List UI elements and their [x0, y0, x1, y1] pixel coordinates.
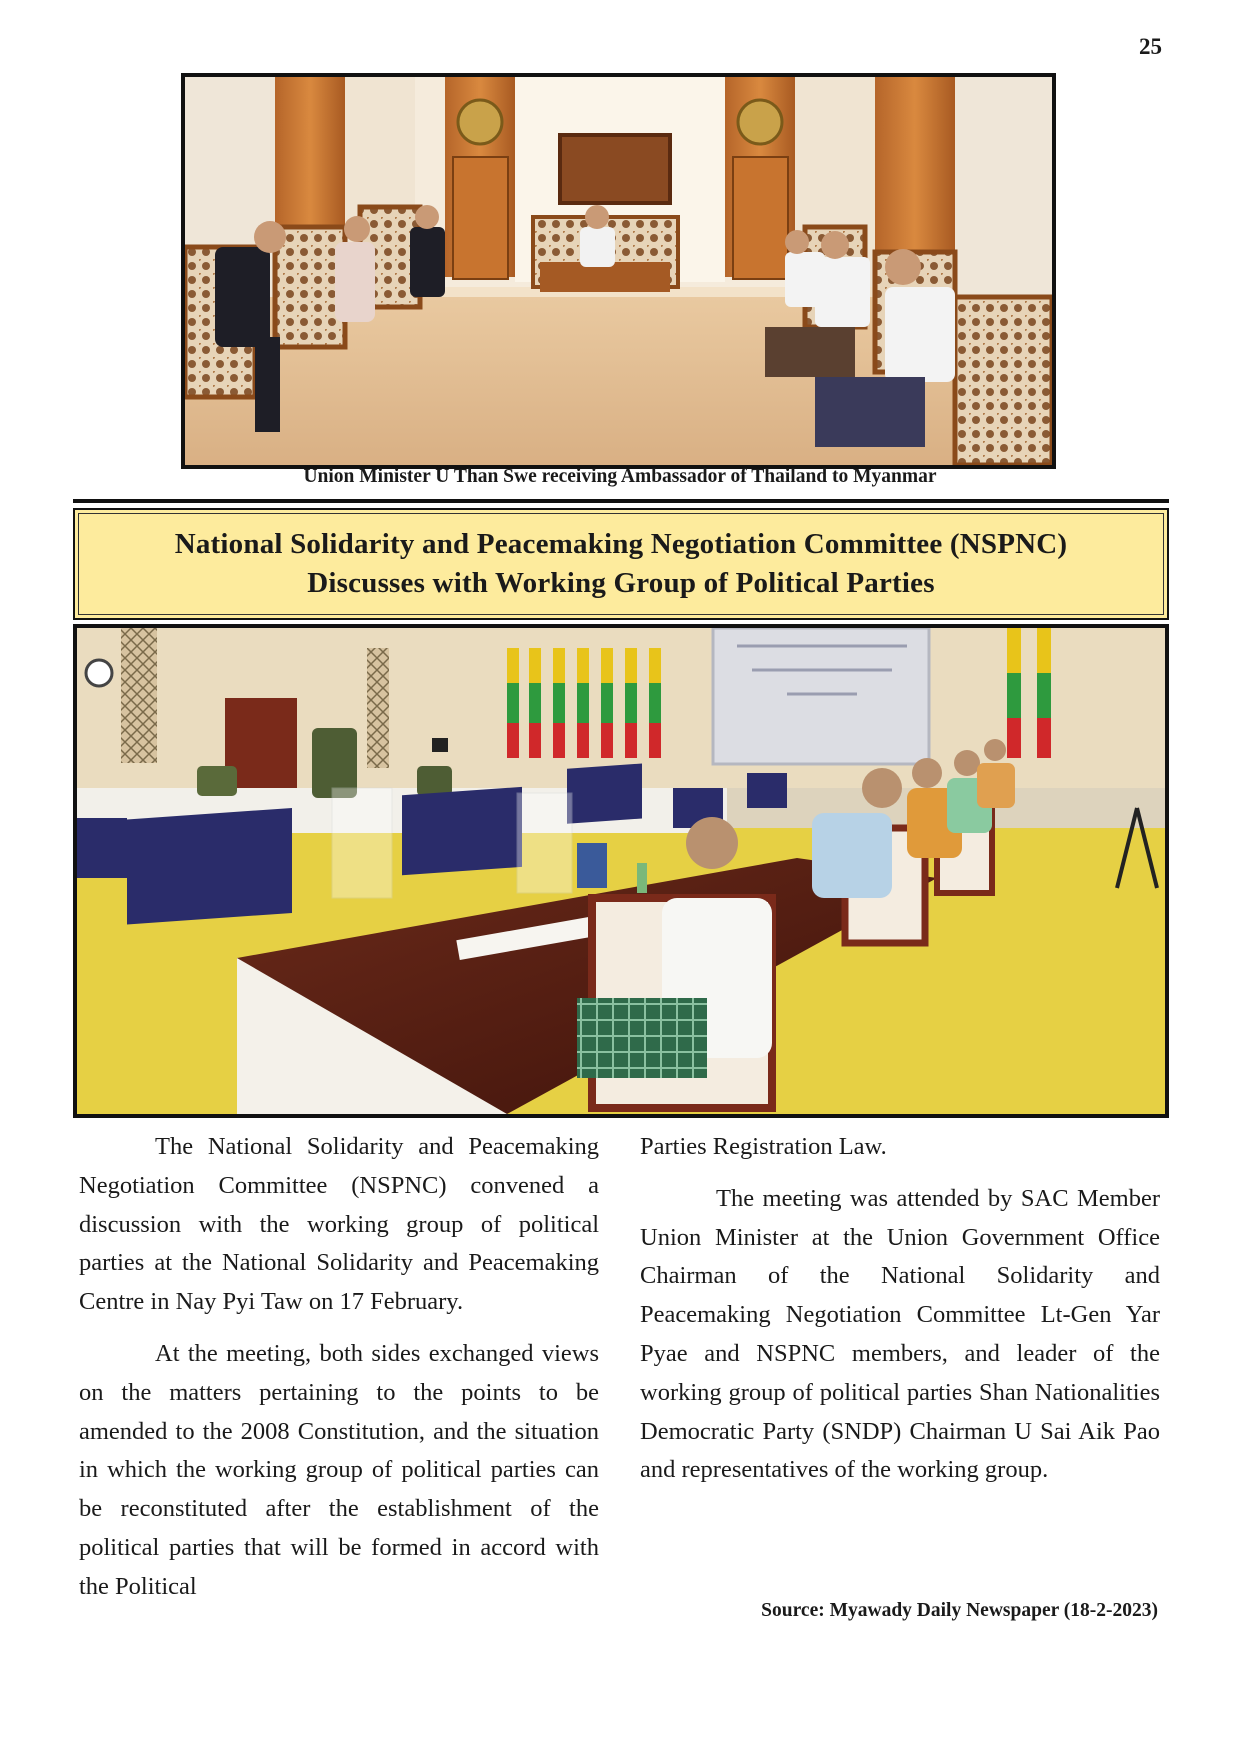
headline-line-1: National Solidarity and Peacemaking Negotiation Committee (NSPNC) [174, 528, 1068, 560]
meeting-photo [73, 624, 1169, 1118]
article-column-left [79, 1128, 599, 1620]
divider-rule [73, 499, 1169, 503]
photo-caption: Union Minister U Than Swe receiving Ambassador of Thailand to Myanmar [303, 466, 937, 487]
page-number: 25 [1139, 34, 1162, 59]
article-paragraph-continuation: Parties Registration Law. [640, 1133, 887, 1160]
article-column-right [640, 1128, 1160, 1503]
article-paragraph: The meeting was attended by SAC Member Union Minister at the Union Government Office Chairman of the National Solidarity and Peacemaking Negotiation Committee Lt-Gen Yar Pyae and NSPNC members, and leader of the working group of political parties Shan Nationalities Democratic Party (SNDP) Chairman U Sai Aik Pao and representatives of the working group. [640, 1184, 1160, 1484]
article-paragraph: At the meeting, both sides exchanged views on the matters pertaining to the points to be amended to the 2008 Constitution, and the situation in which the working group of political parties can be reconstituted after the establishment of the political parties that will be formed in accord with the Political [79, 1339, 599, 1600]
headline-box [73, 508, 1169, 620]
headline-line-2: Discusses with Working Group of Political Parties [307, 567, 935, 599]
source-credit: Source: Myawady Daily Newspaper (18-2-2023) [761, 1600, 1158, 1621]
reception-photo [181, 73, 1056, 469]
article-paragraph: The National Solidarity and Peacemaking Negotiation Committee (NSPNC) convened a discussion with the working group of political parties at the National Solidarity and Peacemaking Centre in Nay Pyi Taw on 17 February. [79, 1133, 599, 1316]
